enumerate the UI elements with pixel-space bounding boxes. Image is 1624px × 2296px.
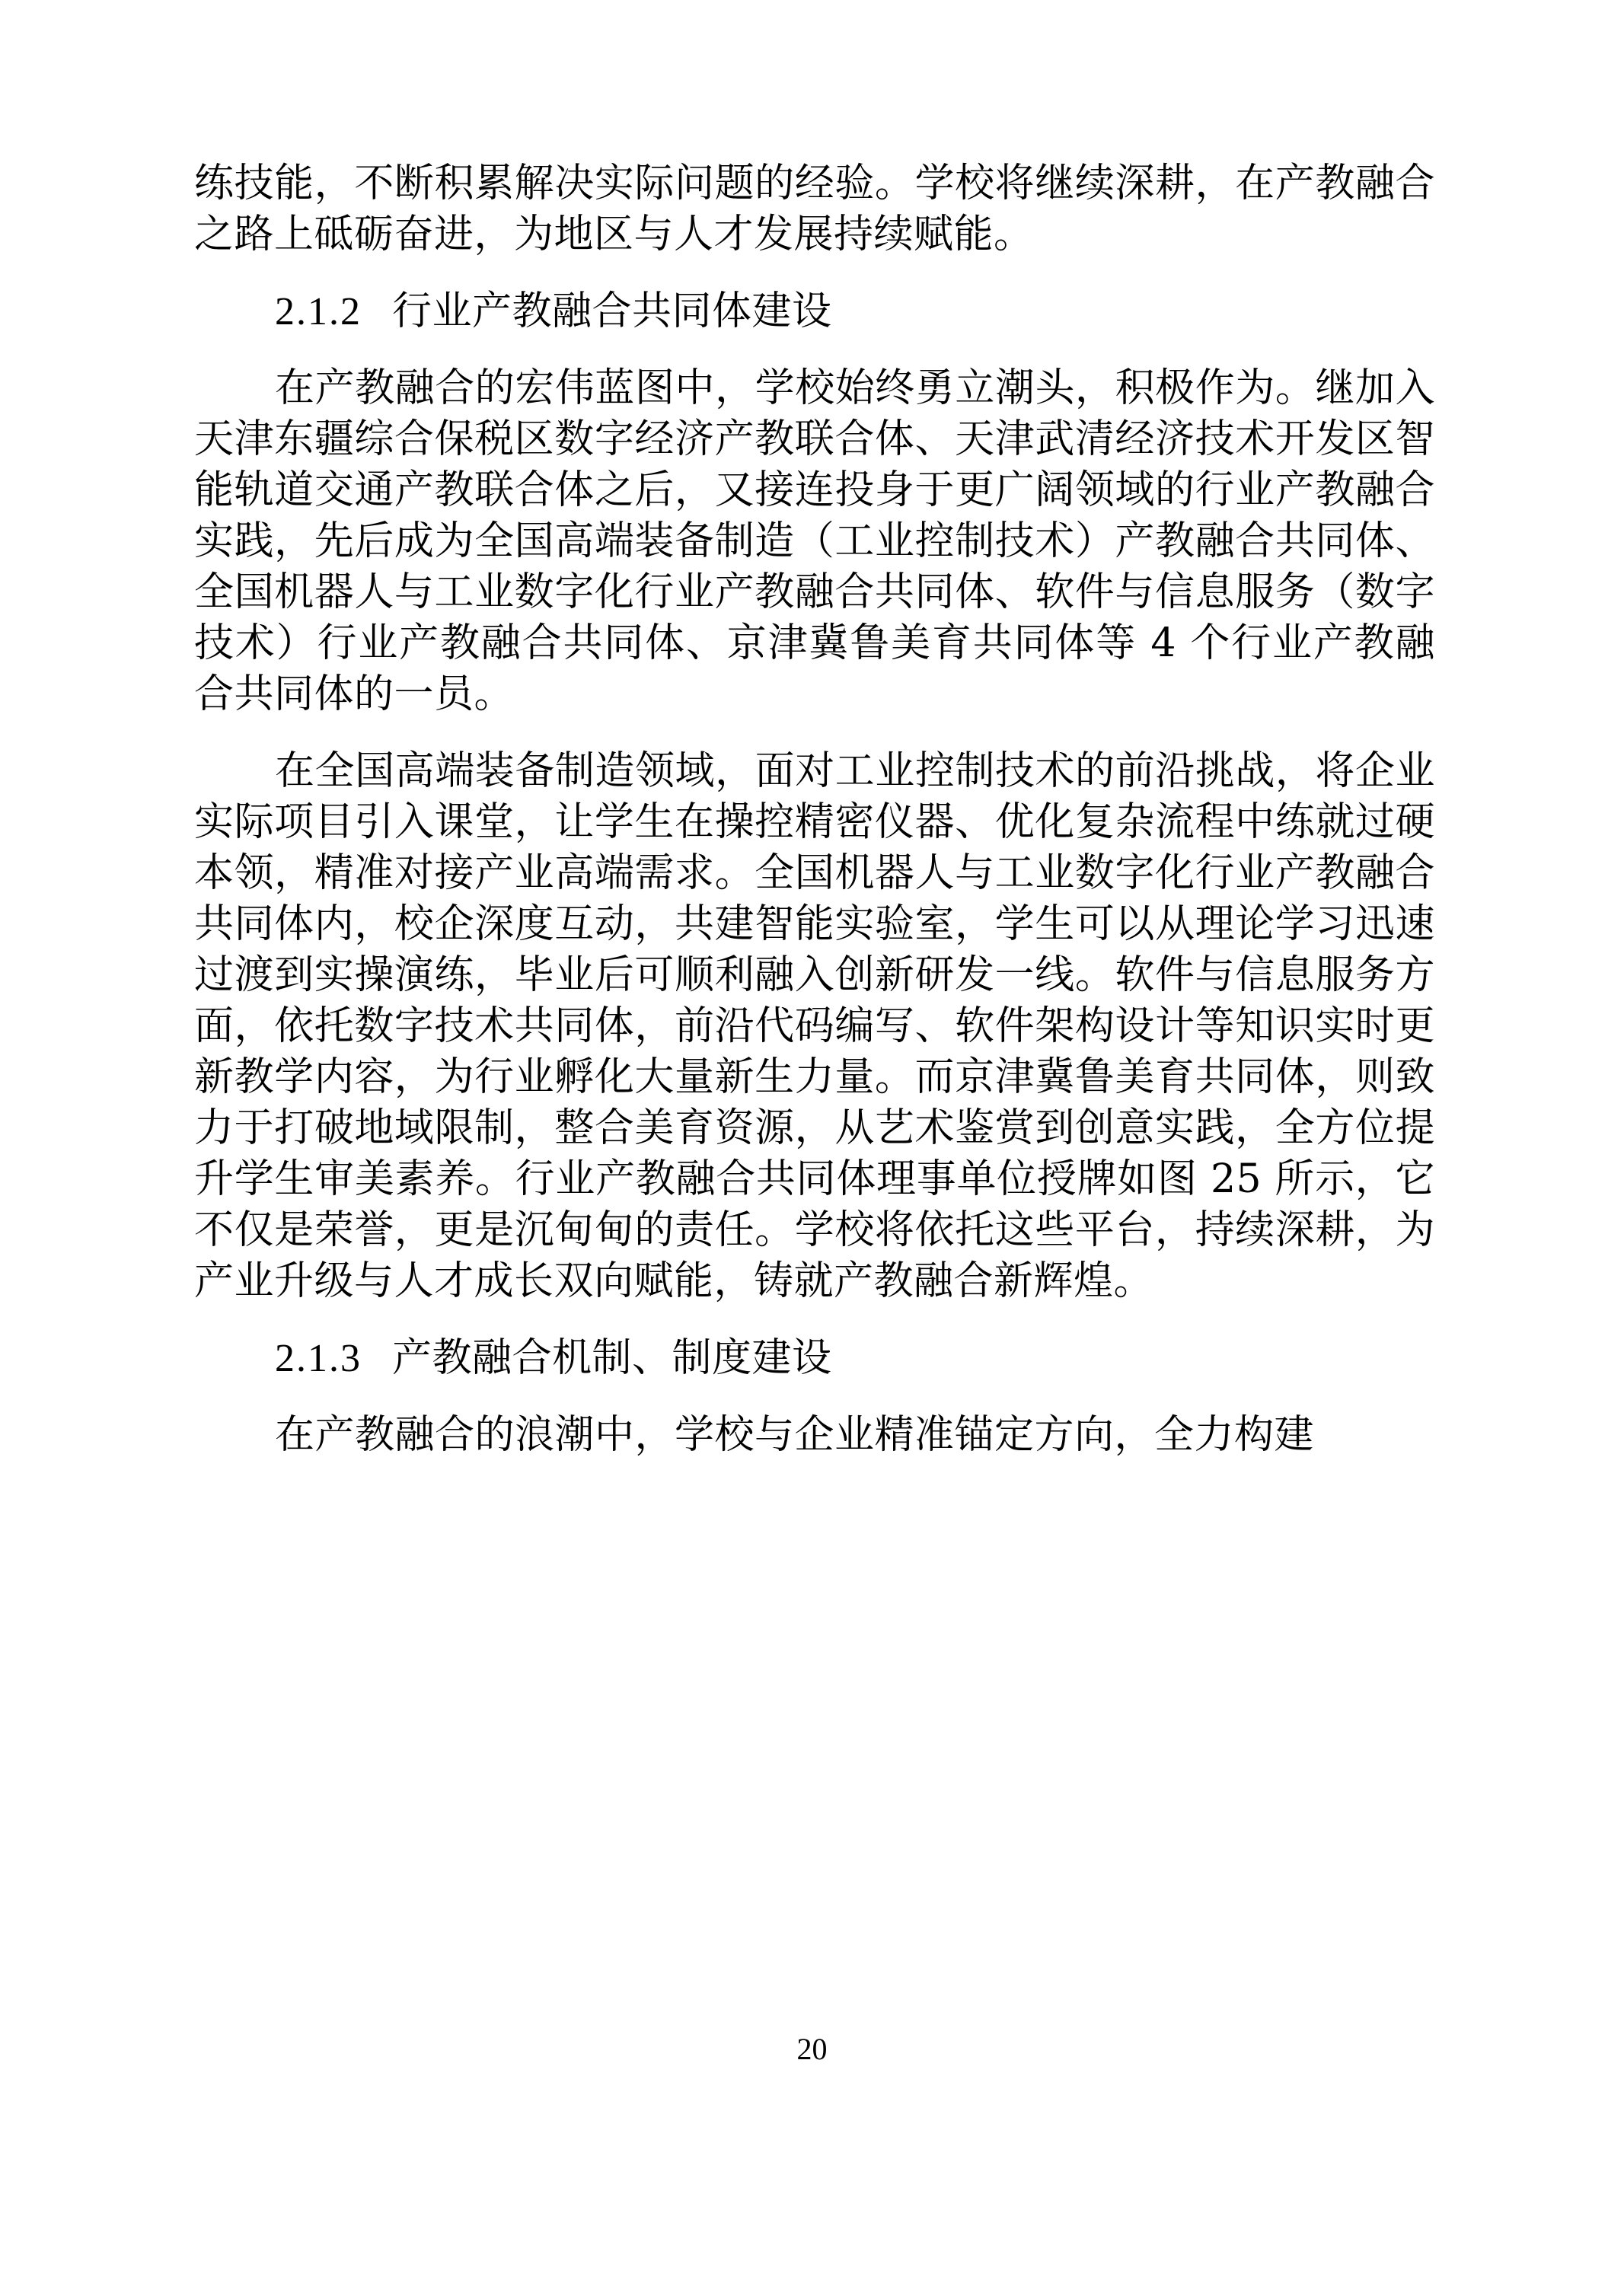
heading-number: 2.1.3 — [275, 1337, 362, 1380]
page-content — [194, 158, 1435, 1461]
heading-number: 2.1.2 — [275, 290, 362, 333]
spacer — [194, 337, 1435, 363]
paragraph-continuation: 练技能，不断积累解决实际问题的经验。学校将继续深耕，在产教融合之路上砥砺奋进，为地区与人才发展持续赋能。 — [194, 161, 1435, 257]
heading-title: 行业产教融合共同体建设 — [392, 289, 832, 334]
paragraph-high-end-manufacturing: 在全国高端装备制造领域，面对工业控制技术的前沿挑战，将企业实际项目引入课堂，让学生在操控精密仪器、优化复杂流程中练就过硬本领，精准对接产业高端需求。全国机器人与工业数字化行业产教融合共同体内，校企深度互动，共建智能实验室，学生可以从理论学习迅速过渡到实操演练，毕业后可顺利融入创新研发一线。软件与信息服务方面，依托数字技术共同体，前沿代码编写、软件架构设计等知识实时更新教学内容，为行业孵化大量新生力量。而京津冀鲁美育共同体，则致力于打破地域限制，整合美育资源，从艺术鉴赏到创意实践，全方位提升学生审美素养。行业产教融合共同体理事单位授牌如图 25 所示，它不仅是荣誉，更是沉甸甸的责任。学校将依托这些平台，持续深耕，为产业升级与人才成长双向赋能，铸就产教融合新辉煌。 — [194, 748, 1435, 1304]
spacer — [194, 1384, 1435, 1410]
page-number: 20 — [796, 2032, 828, 2066]
heading-2-1-2 — [194, 286, 1435, 337]
heading-title: 产教融合机制、制度建设 — [392, 1335, 832, 1381]
heading-2-1-3 — [194, 1333, 1435, 1384]
paragraph-industry-consortium: 在产教融合的宏伟蓝图中，学校始终勇立潮头，积极作为。继加入天津东疆综合保税区数字经济产教联合体、天津武清经济技术开发区智能轨道交通产教联合体之后，又接连投身于更广阔领域的行业产教融合实践，先后成为全国高端装备制造（工业控制技术）产教融合共同体、全国机器人与工业数字化行业产教融合共同体、软件与信息服务（数字技术）行业产教融合共同体、京津冀鲁美育共同体等 4 个行业产教融合共同体的一员。 — [194, 365, 1435, 717]
spacer — [194, 260, 1435, 286]
spacer — [194, 720, 1435, 746]
paragraph-mechanism-system: 在产教融合的浪潮中，学校与企业精准锚定方向，全力构建 — [275, 1412, 1315, 1458]
spacer — [194, 1307, 1435, 1333]
